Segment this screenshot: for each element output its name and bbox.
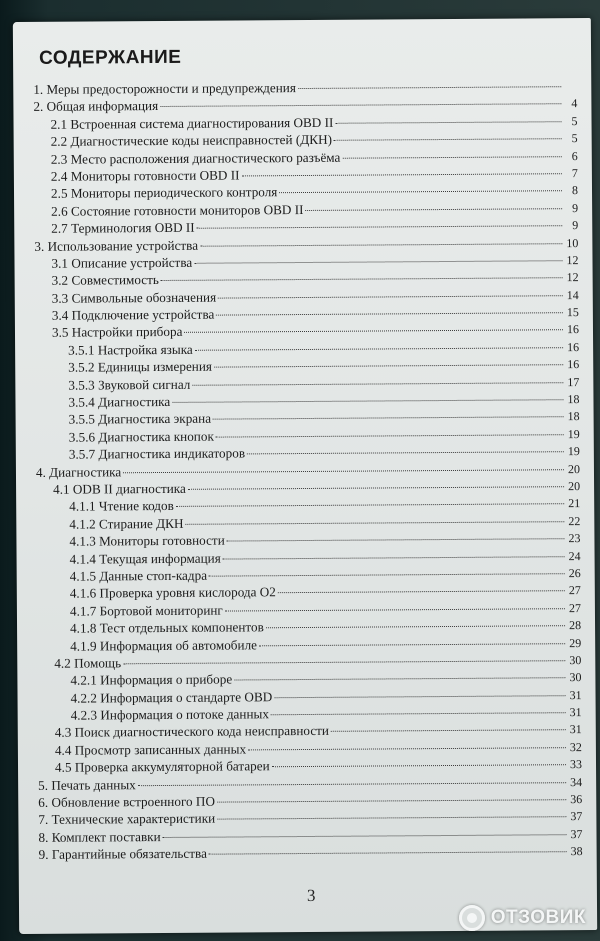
toc-entry-label: 4.1 ODB II диагностика [53, 480, 186, 497]
toc-entry-label: 2.7 Терминология OBD II [51, 219, 195, 236]
toc-entry-page: 15 [566, 305, 579, 320]
toc-entry-page: 27 [568, 583, 581, 598]
toc-entry-label: 3.5.3 Звуковой сигнал [68, 376, 191, 393]
toc-entry-page: 23 [568, 531, 581, 546]
toc-entry-label: 4.1.5 Данные стоп-кадра [69, 567, 208, 584]
toc-entry-page: 12 [566, 252, 579, 268]
toc-entry-label: 4.1.1 Чтение кодов [69, 498, 174, 515]
toc-leader-dots [185, 521, 564, 525]
toc-entry-page: 14 [566, 287, 579, 302]
toc-entry-page: 31 [569, 687, 582, 702]
page-title: СОДЕРЖАНИЕ [39, 46, 182, 69]
toc-entry-page: 37 [570, 826, 583, 841]
toc-entry-label: 4.1.3 Мониторы готовности [69, 532, 225, 549]
toc-entry [39, 843, 583, 864]
toc-leader-dots [195, 347, 563, 351]
toc-leader-dots [331, 730, 566, 733]
toc-entry-label: 3.1 Описание устройства [51, 254, 193, 271]
toc-entry-page: 16 [567, 339, 580, 355]
toc-leader-dots [161, 277, 563, 281]
toc-leader-dots [213, 417, 564, 420]
toc-entry-page: 8 [571, 183, 579, 198]
toc-entry-label: 4.1.6 Проверка уровня кислорода О2 [69, 584, 276, 601]
toc-entry-page: 18 [567, 392, 580, 407]
toc-entry-label: 4.1.7 Бортовой мониторинг [69, 602, 223, 619]
toc-entry-page: 16 [567, 357, 580, 372]
toc-leader-dots [160, 104, 561, 108]
toc-entry-label: 3.5.4 Диагностика [68, 393, 171, 410]
toc-entry-page: 29 [569, 635, 582, 650]
toc-entry-page: 22 [568, 513, 581, 528]
toc-entry-page: 17 [567, 374, 580, 389]
toc-leader-dots [216, 434, 564, 437]
toc-entry-page: 34 [570, 774, 583, 789]
toc-entry-label: 4.2.1 Информация о приборе [70, 671, 233, 688]
toc-entry-label: 3. Использование устройства [34, 237, 199, 254]
toc-entry-page: 20 [568, 479, 581, 494]
watermark [459, 905, 586, 931]
toc-entry-page: 31 [569, 722, 582, 737]
toc-entry-label: 1. Меры предосторожности и предупреждения [33, 80, 296, 97]
page-number: 3 [306, 885, 316, 905]
toc-entry-page: 18 [567, 409, 580, 424]
toc-leader-dots [184, 330, 563, 334]
toc-entry-label: 2.4 Мониторы готовности OBD II [50, 167, 240, 184]
toc-entry-label: 6. Обновление встроенного ПО [38, 793, 216, 810]
toc-entry-page: 5 [571, 131, 578, 146]
toc-entry-page: 7 [571, 166, 578, 181]
toc-entry-label: 3.5.5 Диагностика экрана [68, 411, 212, 428]
toc-entry-page: 33 [569, 757, 583, 772]
toc-leader-dots [234, 677, 565, 680]
toc-entry-label: 5. Печать данных [38, 776, 136, 793]
toc-entry-page: 38 [570, 844, 583, 859]
toc-leader-dots [227, 538, 565, 541]
toc-entry-page: 28 [568, 618, 582, 633]
toc-leader-dots [138, 782, 566, 786]
toc-entry-page: 24 [568, 548, 581, 563]
toc-entry-page: 36 [570, 792, 583, 807]
toc-entry-label: 3.2 Совместимость [51, 272, 159, 289]
toc-leader-dots [279, 191, 562, 194]
otzovik-logo-icon [459, 905, 485, 931]
toc-leader-dots [306, 208, 563, 211]
toc-entry-label: 3.5.2 Единицы измерения [68, 358, 213, 375]
toc-entry-label: 4.1.4 Текущая информация [69, 550, 221, 567]
toc-entry-page: 26 [568, 566, 581, 581]
toc-entry-page: 9 [572, 218, 579, 233]
toc-leader-dots [218, 295, 563, 298]
toc-entry-page: 5 [571, 113, 578, 128]
toc-entry-label: 9. Гарантийные обязательства [38, 845, 207, 863]
toc-entry-label: 8. Комплект поставки [38, 828, 161, 845]
toc-entry-label: 4.3 Поиск диагностического кода неисправности [54, 723, 330, 741]
toc-entry-label: 4.2.3 Информация о потоке данных [70, 706, 270, 723]
toc-entry-page: 9 [572, 200, 579, 215]
toc-leader-dots [334, 138, 562, 141]
document-page [13, 18, 597, 934]
toc-leader-dots [176, 504, 564, 508]
toc-leader-dots [188, 486, 564, 490]
toc-leader-dots [266, 625, 565, 628]
toc-entry-page: 12 [566, 270, 579, 285]
toc-entry-label: 2.3 Место расположения диагностического разъёма [50, 149, 341, 167]
toc-entry-label: 3.5.6 Диагностика кнопок [68, 428, 214, 445]
toc-leader-dots [272, 764, 566, 767]
watermark-text: ОТЗОВИК [490, 907, 586, 928]
toc-entry-page: 27 [568, 600, 581, 615]
toc-entry-label: 3.5 Настройки прибора [51, 324, 183, 341]
toc-leader-dots [278, 591, 565, 594]
toc-entry-label: 4.1.2 Стирание ДКН [69, 515, 184, 532]
toc-entry-label: 3.4 Подключение устройства [51, 306, 215, 323]
toc-leader-dots [223, 556, 565, 559]
toc-leader-dots [259, 643, 565, 646]
toc-entry-label: 3.5.1 Настройка языка [68, 341, 193, 358]
toc-entry-page: 30 [569, 670, 582, 685]
toc-entry-label: 2. Общая информация [33, 98, 159, 115]
toc-leader-dots [225, 608, 565, 611]
toc-entry-page: 37 [570, 809, 583, 824]
toc-leader-dots [216, 312, 563, 315]
toc-leader-dots [123, 660, 565, 664]
toc-entry-page: 31 [569, 705, 582, 720]
toc-entry-label: 2.2 Диагностические коды неисправностей (ДКН) [50, 131, 333, 149]
toc-leader-dots [197, 225, 563, 229]
toc-leader-dots [192, 382, 563, 386]
toc-leader-dots [209, 851, 567, 854]
toc-leader-dots [298, 86, 561, 89]
toc-leader-dots [172, 399, 563, 403]
toc-leader-dots [217, 817, 566, 820]
toc-leader-dots [194, 260, 562, 264]
toc-entry-label: 3.5.7 Диагностика индикаторов [68, 445, 246, 462]
toc-entry-label: 4.2 Помощь [54, 655, 122, 671]
toc-leader-dots [248, 747, 566, 750]
toc-leader-dots [274, 695, 565, 698]
toc-entry-page: 32 [569, 739, 582, 755]
toc-entry-label: 4.2.2 Информация о стандарте OBD [70, 688, 273, 706]
toc-entry-page: 4 [571, 96, 578, 111]
toc-entry-page: 16 [566, 322, 580, 337]
toc-entry-page: 10 [566, 235, 579, 250]
toc-entry-label: 2.1 Встроенная система диагностирования OBD II [50, 114, 334, 132]
toc-entry-page: 19 [567, 444, 580, 459]
toc-leader-dots [163, 834, 567, 838]
toc-entry-page: 19 [567, 426, 580, 441]
toc-entry-page: 30 [569, 652, 582, 668]
toc-entry-label: 3.3 Символьные обозначения [51, 289, 217, 306]
toc-leader-dots [271, 712, 566, 715]
toc-leader-dots [247, 451, 564, 454]
toc-leader-dots [214, 364, 563, 367]
table-of-contents [33, 78, 582, 864]
toc-leader-dots [209, 573, 565, 576]
toc-leader-dots [123, 469, 564, 473]
toc-entry-label: 2.5 Мониторы периодического контроля [50, 184, 278, 202]
toc-leader-dots [335, 121, 561, 124]
toc-entry-label: 4.1.8 Тест отдельных компонентов [70, 619, 264, 636]
toc-entry-label: 4.1.9 Информация об автомобиле [70, 636, 258, 654]
toc-leader-dots [217, 799, 566, 802]
toc-entry-label: 7. Технические характеристики [38, 811, 216, 828]
toc-entry-label: 2.6 Состояние готовности мониторов OBD II [51, 201, 304, 219]
toc-leader-dots [200, 243, 562, 247]
toc-leader-dots [342, 156, 561, 159]
toc-entry-page: 21 [568, 496, 581, 511]
toc-entry-label: 4.5 Проверка аккумуляторной батареи [54, 758, 270, 775]
toc-entry-page: 20 [567, 461, 581, 476]
toc-entry-label: 4. Диагностика [35, 463, 122, 480]
toc-leader-dots [242, 173, 562, 176]
toc-entry-page: 6 [571, 148, 578, 163]
toc-entry-label: 4.4 Просмотр записанных данных [54, 741, 247, 758]
